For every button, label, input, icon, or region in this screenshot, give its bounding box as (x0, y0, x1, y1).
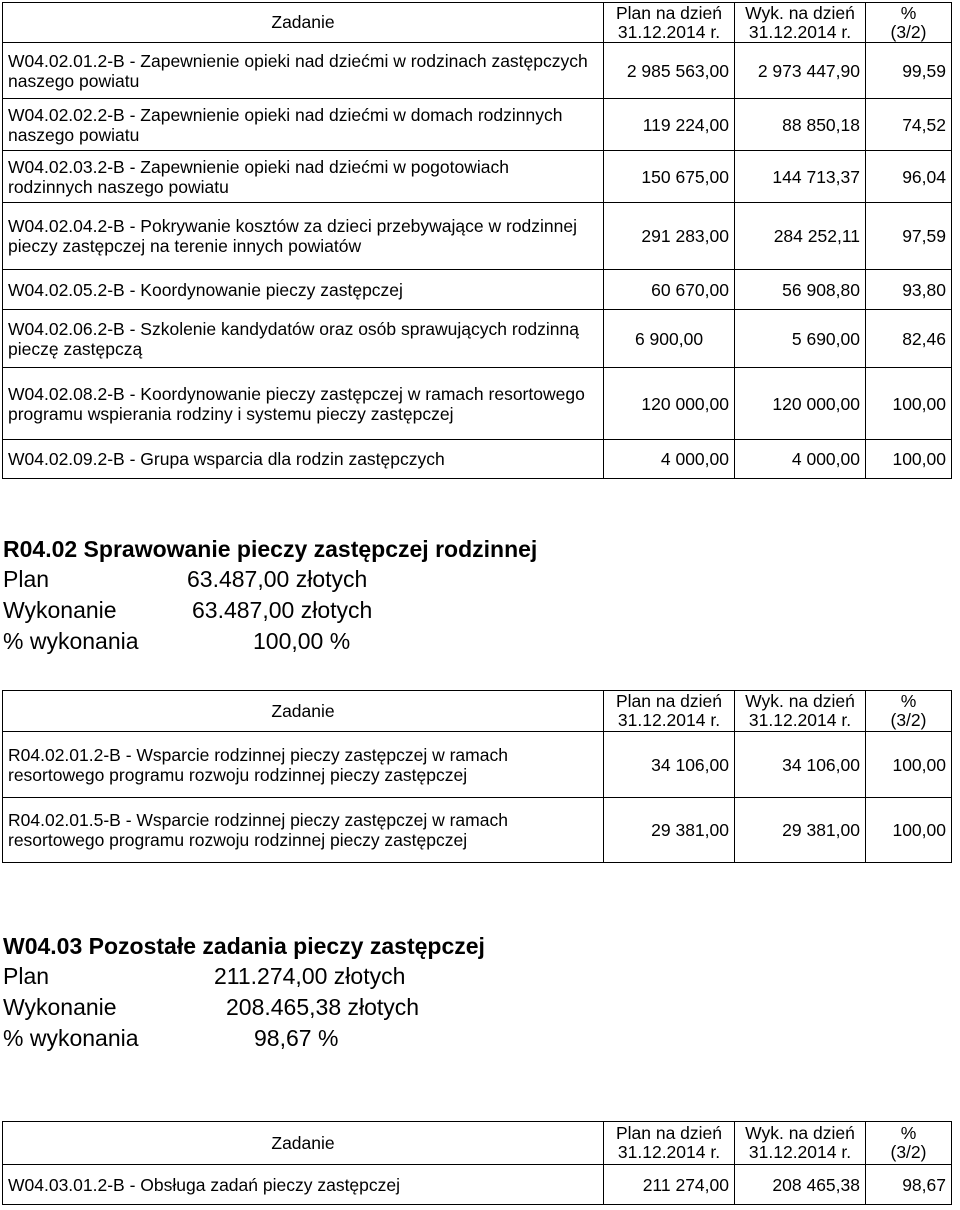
pct-value: 98,67 (866, 1165, 952, 1205)
header-pct (866, 3, 952, 43)
table-row (3, 99, 952, 151)
header-pct-line1: % (900, 2, 917, 23)
header-task: Zadanie (3, 3, 604, 43)
header-exec-line1: Wyk. na dzień (745, 1123, 855, 1143)
task-description: W04.02.05.2-B - Koordynowanie pieczy zastępczej (3, 270, 604, 310)
exec-summary (3, 992, 485, 1023)
table-header-row (3, 3, 952, 43)
plan-value: 6 900,00 (604, 310, 735, 368)
task-description: W04.02.02.2-B - Zapewnienie opieki nad dziećmi w domach rodzinnych naszego powiatu (3, 99, 604, 151)
task-description: W04.02.01.2-B - Zapewnienie opieki nad dziećmi w rodzinach zastępczych naszego powiatu (3, 43, 604, 99)
plan-amount: 63.487,00 złotych (187, 566, 368, 592)
header-exec (735, 1122, 866, 1165)
plan-label: Plan (3, 566, 50, 592)
section-title: R04.02 Sprawowanie pieczy zastępczej rodzinnej (3, 536, 538, 562)
pct-value: 93,80 (866, 270, 952, 310)
header-exec-line2: 31.12.2014 r. (748, 21, 852, 42)
plan-value: 4 000,00 (604, 440, 735, 479)
header-pct-line2: (3/2) (890, 21, 927, 42)
task-description: W04.02.04.2-B - Pokrywanie kosztów za dzieci przebywające w rodzinnej pieczy zastępczej na terenie innych powiatów (3, 203, 604, 270)
header-pct (866, 1122, 952, 1165)
section-r0402-summary (3, 534, 537, 657)
exec-value: 34 106,00 (735, 732, 866, 798)
plan-value: 150 675,00 (604, 151, 735, 203)
exec-value: 2 973 447,90 (735, 43, 866, 99)
exec-value: 29 381,00 (735, 798, 866, 863)
task-description: W04.02.06.2-B - Szkolenie kandydatów oraz osób sprawujących rodzinną pieczę zastępczą (3, 310, 604, 368)
table-row (3, 270, 952, 310)
header-plan-line2: 31.12.2014 r. (617, 1142, 721, 1162)
task-description: W04.03.01.2-B - Obsługa zadań pieczy zastępczej (3, 1165, 604, 1205)
pct-value: 74,52 (866, 99, 952, 151)
budget-table-w0402 (2, 2, 952, 479)
pct-value: 100,00 (866, 440, 952, 479)
header-task: Zadanie (3, 1122, 604, 1165)
header-plan-line2: 31.12.2014 r. (617, 21, 721, 42)
header-pct-line1: % (900, 691, 917, 711)
pct-value: 99,59 (866, 43, 952, 99)
header-plan (604, 3, 735, 43)
table-row (3, 798, 952, 863)
header-exec-line1: Wyk. na dzień (745, 691, 855, 711)
plan-summary (3, 961, 485, 992)
plan-value: 119 224,00 (604, 99, 735, 151)
plan-value: 2 985 563,00 (604, 43, 735, 99)
pct-value: 82,46 (866, 310, 952, 368)
header-pct-line2: (3/2) (890, 1142, 927, 1162)
plan-value: 29 381,00 (604, 798, 735, 863)
exec-value: 56 908,80 (735, 270, 866, 310)
table-row (3, 440, 952, 479)
header-pct-line1: % (900, 1123, 917, 1143)
exec-label: Wykonanie (3, 994, 117, 1020)
table-row (3, 368, 952, 440)
table-header-row (3, 1122, 952, 1165)
header-exec-line2: 31.12.2014 r. (748, 1142, 852, 1162)
header-exec (735, 3, 866, 43)
task-description: R04.02.01.2-B - Wsparcie rodzinnej pieczy zastępczej w ramach resortowego programu rozwoju rodzinnej pieczy zastępczej (3, 732, 604, 798)
plan-value: 291 283,00 (604, 203, 735, 270)
pct-value: 97,59 (866, 203, 952, 270)
exec-label: Wykonanie (3, 597, 117, 623)
section-w0403-summary (3, 931, 485, 1054)
pct-value: 100,00 (866, 368, 952, 440)
exec-value: 4 000,00 (735, 440, 866, 479)
exec-value: 120 000,00 (735, 368, 866, 440)
exec-amount: 63.487,00 złotych (192, 597, 373, 623)
header-plan (604, 691, 735, 732)
section-title: W04.03 Pozostałe zadania pieczy zastępczej (3, 933, 485, 959)
plan-summary (3, 564, 537, 595)
header-exec-line2: 31.12.2014 r. (748, 710, 852, 730)
header-plan-line1: Plan na dzień (615, 2, 723, 23)
plan-label: Plan (3, 963, 50, 989)
pct-label: % wykonania (3, 1025, 139, 1051)
pct-label: % wykonania (3, 628, 139, 654)
table-row (3, 310, 952, 368)
plan-value: 60 670,00 (604, 270, 735, 310)
budget-table-r0402 (2, 690, 952, 863)
plan-value: 120 000,00 (604, 368, 735, 440)
exec-value: 144 713,37 (735, 151, 866, 203)
exec-value: 88 850,18 (735, 99, 866, 151)
pct-value: 100,00 (866, 798, 952, 863)
pct-value: 100,00 (866, 732, 952, 798)
pct-amount: 100,00 % (253, 628, 351, 654)
task-description: W04.02.03.2-B - Zapewnienie opieki nad dziećmi w pogotowiach rodzinnych naszego powiatu (3, 151, 604, 203)
header-task: Zadanie (3, 691, 604, 732)
exec-summary (3, 595, 537, 626)
table-row (3, 203, 952, 270)
header-plan-line1: Plan na dzień (615, 691, 723, 711)
table-row (3, 1165, 952, 1205)
task-description: R04.02.01.5-B - Wsparcie rodzinnej pieczy zastępczej w ramach resortowego programu rozwoju rodzinnej pieczy zastępczej (3, 798, 604, 863)
pct-summary (3, 1023, 485, 1054)
table-row (3, 732, 952, 798)
task-description: W04.02.09.2-B - Grupa wsparcia dla rodzin zastępczych (3, 440, 604, 479)
exec-value: 5 690,00 (735, 310, 866, 368)
header-exec (735, 691, 866, 732)
budget-table-w0403 (2, 1121, 952, 1205)
plan-value: 211 274,00 (604, 1165, 735, 1205)
exec-amount: 208.465,38 złotych (226, 994, 420, 1020)
pct-amount: 98,67 % (254, 1025, 339, 1051)
header-plan-line2: 31.12.2014 r. (617, 710, 721, 730)
table-row (3, 43, 952, 99)
header-plan-line1: Plan na dzień (615, 1123, 723, 1143)
pct-value: 96,04 (866, 151, 952, 203)
plan-amount: 211.274,00 złotych (214, 963, 406, 989)
header-pct-line2: (3/2) (890, 710, 927, 730)
header-exec-line1: Wyk. na dzień (745, 2, 855, 23)
header-pct (866, 691, 952, 732)
pct-summary (3, 626, 537, 657)
exec-value: 208 465,38 (735, 1165, 866, 1205)
task-description: W04.02.08.2-B - Koordynowanie pieczy zastępczej w ramach resortowego programu wspierania rodziny i systemu pieczy zastępczej (3, 368, 604, 440)
table-header-row (3, 691, 952, 732)
table-row (3, 151, 952, 203)
plan-value: 34 106,00 (604, 732, 735, 798)
header-plan (604, 1122, 735, 1165)
exec-value: 284 252,11 (735, 203, 866, 270)
